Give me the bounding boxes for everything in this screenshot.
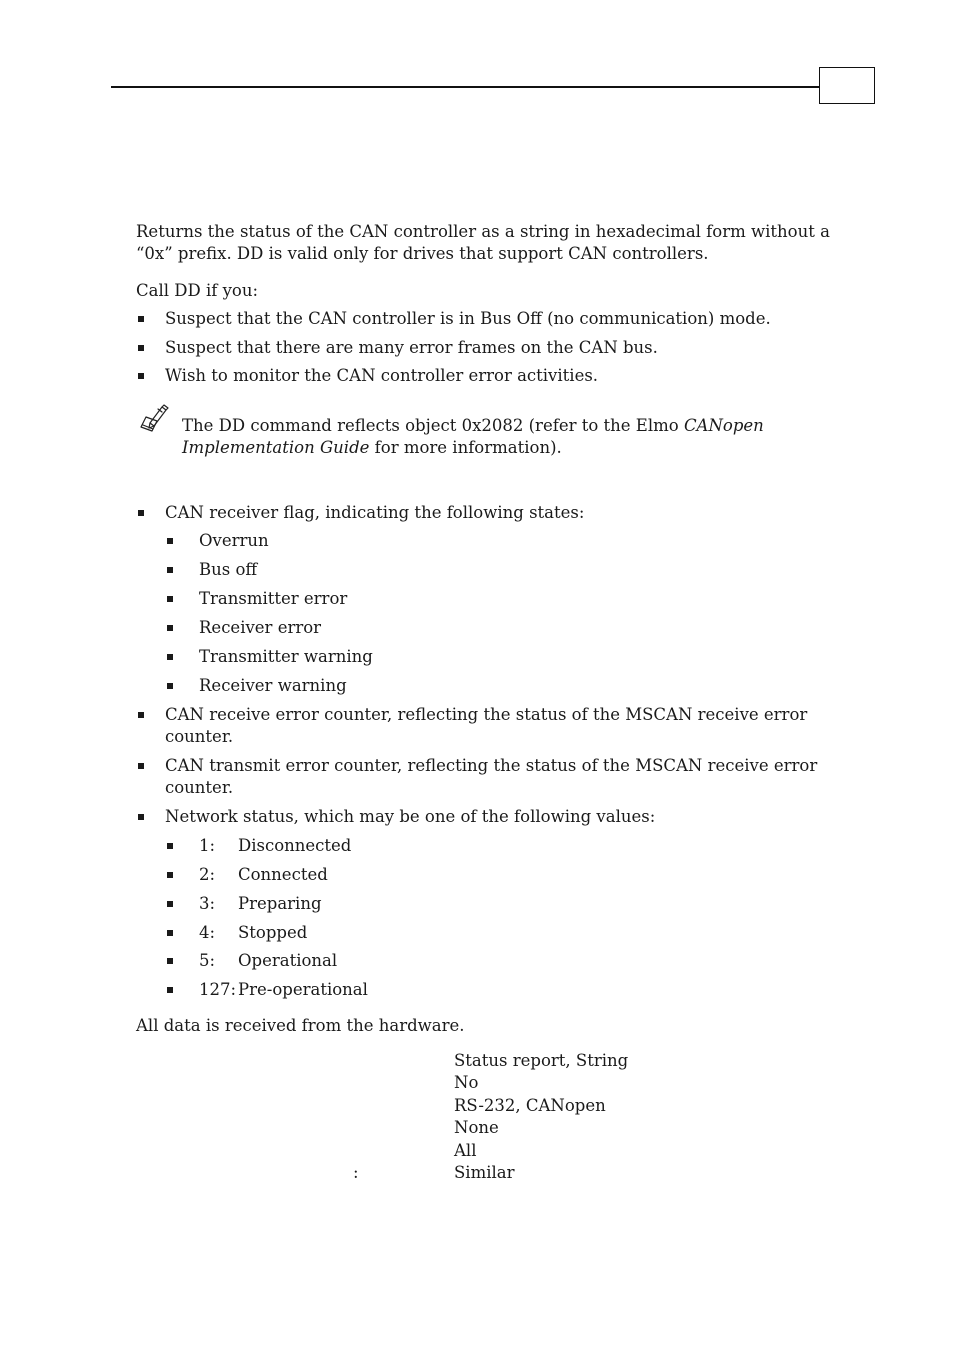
network-label: Preparing <box>238 894 322 913</box>
pencil-note-icon <box>138 403 170 435</box>
sub-bullet <box>167 843 173 849</box>
bullet <box>138 510 144 516</box>
sub-bullet <box>167 625 173 631</box>
bullet <box>138 814 144 820</box>
network-status: Network status, which may be one of the following values: <box>165 807 656 826</box>
network-code: 5: <box>199 951 216 970</box>
call-item-2: Suspect that there are many error frames on the CAN bus. <box>165 338 658 357</box>
network-code: 127: <box>199 980 237 999</box>
receiver-state: Receiver warning <box>199 676 347 695</box>
sub-bullet <box>167 654 173 660</box>
attribute-value: All <box>454 1141 477 1160</box>
network-code: 4: <box>199 923 216 942</box>
sub-bullet <box>167 538 173 544</box>
sub-bullet <box>167 901 173 907</box>
sub-bullet <box>167 872 173 878</box>
network-label: Connected <box>238 865 328 884</box>
bullet <box>138 712 144 718</box>
description-line-1: Returns the status of the CAN controller as a string in hexadecimal form without a <box>136 222 830 241</box>
attribute-value: No <box>454 1073 479 1092</box>
sub-bullet <box>167 987 173 993</box>
receive-counter-line-1: CAN receive error counter, reflecting the status of the MSCAN receive error <box>165 705 808 724</box>
sub-bullet <box>167 683 173 689</box>
bullet <box>138 316 144 322</box>
network-label: Disconnected <box>238 836 352 855</box>
call-item-1: Suspect that the CAN controller is in Bus Off (no communication) mode. <box>165 309 771 328</box>
attribute-value: Status report, String <box>454 1051 629 1070</box>
receiver-state: Overrun <box>199 531 269 550</box>
call-intro: Call DD if you: <box>136 281 259 300</box>
sub-bullet <box>167 596 173 602</box>
receiver-state: Transmitter error <box>199 589 348 608</box>
network-label: Stopped <box>238 923 308 942</box>
sub-bullet <box>167 567 173 573</box>
network-code: 2: <box>199 865 216 884</box>
transmit-counter-line-2: counter. <box>165 778 234 797</box>
receiver-state: Bus off <box>199 560 258 579</box>
attribute-colon: : <box>353 1163 359 1182</box>
sub-bullet <box>167 930 173 936</box>
network-code: 3: <box>199 894 216 913</box>
transmit-counter-line-1: CAN transmit error counter, reflecting the status of the MSCAN receive error <box>165 756 818 775</box>
bullet <box>138 345 144 351</box>
header-rule <box>111 86 819 88</box>
receive-counter-line-2: counter. <box>165 727 234 746</box>
network-label: Pre-operational <box>238 980 368 999</box>
network-label: Operational <box>238 951 338 970</box>
receiver-state: Transmitter warning <box>199 647 373 666</box>
attribute-value: RS-232, CANopen <box>454 1096 606 1115</box>
note-line-2: Implementation Guide for more information). <box>182 438 562 457</box>
bullet <box>138 763 144 769</box>
bullet <box>138 373 144 379</box>
note-line-1: The DD command reflects object 0x2082 (refer to the Elmo CANopen <box>182 416 764 435</box>
call-item-3: Wish to monitor the CAN controller error activities. <box>165 366 599 385</box>
page-number-box <box>819 67 875 104</box>
receiver-flag: CAN receiver flag, indicating the following states: <box>165 503 585 522</box>
data-source: All data is received from the hardware. <box>136 1016 465 1035</box>
receiver-state: Receiver error <box>199 618 322 637</box>
description-line-2: “0x” prefix. DD is valid only for drives that support CAN controllers. <box>136 244 709 263</box>
sub-bullet <box>167 958 173 964</box>
attribute-value: None <box>454 1118 499 1137</box>
attribute-value: Similar <box>454 1163 515 1182</box>
network-code: 1: <box>199 836 216 855</box>
